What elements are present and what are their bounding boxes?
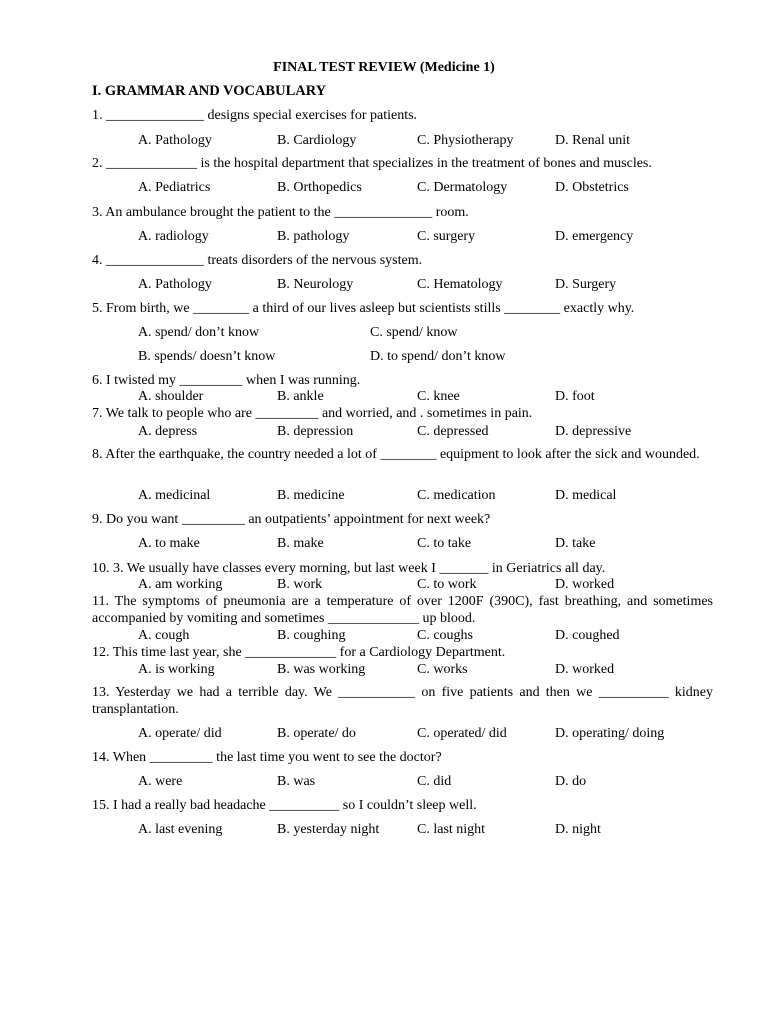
q7-option-c: C. depressed: [417, 424, 489, 439]
question-13: 13. Yesterday we had a terrible day. We ___________ on five patients and then we __________ kidney transplantation.: [92, 685, 713, 717]
q14-option-b: B. was: [277, 774, 316, 789]
q8-option-c: C. medication: [417, 488, 496, 503]
q12-option-d: D. worked: [555, 662, 615, 677]
q7-option-a: A. depress: [138, 424, 198, 439]
question-15: 15. I had a really bad headache __________ so I couldn’t sleep well.: [92, 798, 477, 813]
question-2: 2. _____________ is the hospital department that specializes in the treatment of bones and muscles.: [92, 156, 652, 171]
q7-option-d: D. depressive: [555, 424, 632, 439]
question-1: 1. ______________ designs special exercises for patients.: [92, 108, 418, 123]
q9-option-d: D. take: [555, 536, 596, 551]
q11-option-c: C. coughs: [417, 628, 473, 643]
q9-option-b: B. make: [277, 536, 324, 551]
q10-option-d: D. worked: [555, 577, 615, 592]
question-5: 5. From birth, we ________ a third of our lives asleep but scientists stills ________ exactly why.: [92, 301, 635, 316]
q9-option-a: A. to make: [138, 536, 200, 551]
q15-option-c: C. last night: [417, 822, 486, 837]
q5-option-b: B. spends/ doesn’t know: [138, 349, 276, 364]
question-10: 10. 3. We usually have classes every morning, but last week I _______ in Geriatrics all day.: [92, 561, 606, 576]
q14-option-a: A. were: [138, 774, 183, 789]
q8-option-a: A. medicinal: [138, 488, 211, 503]
q12-option-c: C. works: [417, 662, 468, 677]
question-4: 4. ______________ treats disorders of the nervous system.: [92, 253, 423, 268]
q7-option-b: B. depression: [277, 424, 354, 439]
q15-option-d: D. night: [555, 822, 601, 837]
q6-option-a: A. shoulder: [138, 389, 204, 404]
q1-option-b: B. Cardiology: [277, 133, 357, 148]
q5-option-a: A. spend/ don’t know: [138, 325, 260, 340]
q10-option-a: A. am working: [138, 577, 223, 592]
q10-option-c: C. to work: [417, 577, 477, 592]
q6-option-d: D. foot: [555, 389, 595, 404]
q11-option-b: B. coughing: [277, 628, 346, 643]
q13-option-d: D. operating/ doing: [555, 726, 665, 741]
q4-option-a: A. Pathology: [138, 277, 212, 292]
q14-option-c: C. did: [417, 774, 452, 789]
question-11: 11. The symptoms of pneumonia are a temperature of over 1200F (390C), fast breathing, and sometimes accompanied by vomiting and sometimes _____________ up blood.: [92, 594, 713, 626]
question-9: 9. Do you want _________ an outpatients’ appointment for next week?: [92, 512, 491, 527]
q2-option-b: B. Orthopedics: [277, 180, 362, 195]
q14-option-d: D. do: [555, 774, 587, 789]
q6-option-b: B. ankle: [277, 389, 324, 404]
q4-option-b: B. Neurology: [277, 277, 354, 292]
q5-option-d: D. to spend/ don’t know: [370, 349, 506, 364]
q1-option-a: A. Pathology: [138, 133, 212, 148]
q12-option-b: B. was working: [277, 662, 366, 677]
q5-option-c: C. spend/ know: [370, 325, 458, 340]
q15-option-a: A. last evening: [138, 822, 223, 837]
question-7: 7. We talk to people who are _________ and worried, and . sometimes in pain.: [92, 406, 533, 421]
q13-option-a: A. operate/ did: [138, 726, 222, 741]
q3-option-d: D. emergency: [555, 229, 634, 244]
q3-option-b: B. pathology: [277, 229, 350, 244]
q13-option-c: C. operated/ did: [417, 726, 507, 741]
q8-option-b: B. medicine: [277, 488, 345, 503]
q3-option-c: C. surgery: [417, 229, 476, 244]
q1-option-c: C. Physiotherapy: [417, 133, 514, 148]
q4-option-d: D. Surgery: [555, 277, 617, 292]
section-heading: I. GRAMMAR AND VOCABULARY: [92, 83, 327, 99]
q2-option-d: D. Obstetrics: [555, 180, 629, 195]
q15-option-b: B. yesterday night: [277, 822, 380, 837]
q2-option-a: A. Pediatrics: [138, 180, 211, 195]
q10-option-b: B. work: [277, 577, 323, 592]
question-6: 6. I twisted my _________ when I was running.: [92, 373, 361, 388]
question-14: 14. When _________ the last time you went to see the doctor?: [92, 750, 442, 765]
question-3: 3. An ambulance brought the patient to the ______________ room.: [92, 205, 469, 220]
q13-option-b: B. operate/ do: [277, 726, 356, 741]
q1-option-d: D. Renal unit: [555, 133, 631, 148]
q4-option-c: C. Hematology: [417, 277, 503, 292]
q3-option-a: A. radiology: [138, 229, 209, 244]
page-title: FINAL TEST REVIEW (Medicine 1): [273, 60, 495, 75]
question-8: 8. After the earthquake, the country needed a lot of ________ equipment to look after the sick and wounded.: [92, 447, 700, 462]
q11-option-d: D. coughed: [555, 628, 620, 643]
q2-option-c: C. Dermatology: [417, 180, 508, 195]
q11-option-a: A. cough: [138, 628, 190, 643]
q12-option-a: A. is working: [138, 662, 215, 677]
q6-option-c: C. knee: [417, 389, 460, 404]
q9-option-c: C. to take: [417, 536, 472, 551]
question-12: 12. This time last year, she _____________ for a Cardiology Department.: [92, 645, 506, 660]
q8-option-d: D. medical: [555, 488, 617, 503]
